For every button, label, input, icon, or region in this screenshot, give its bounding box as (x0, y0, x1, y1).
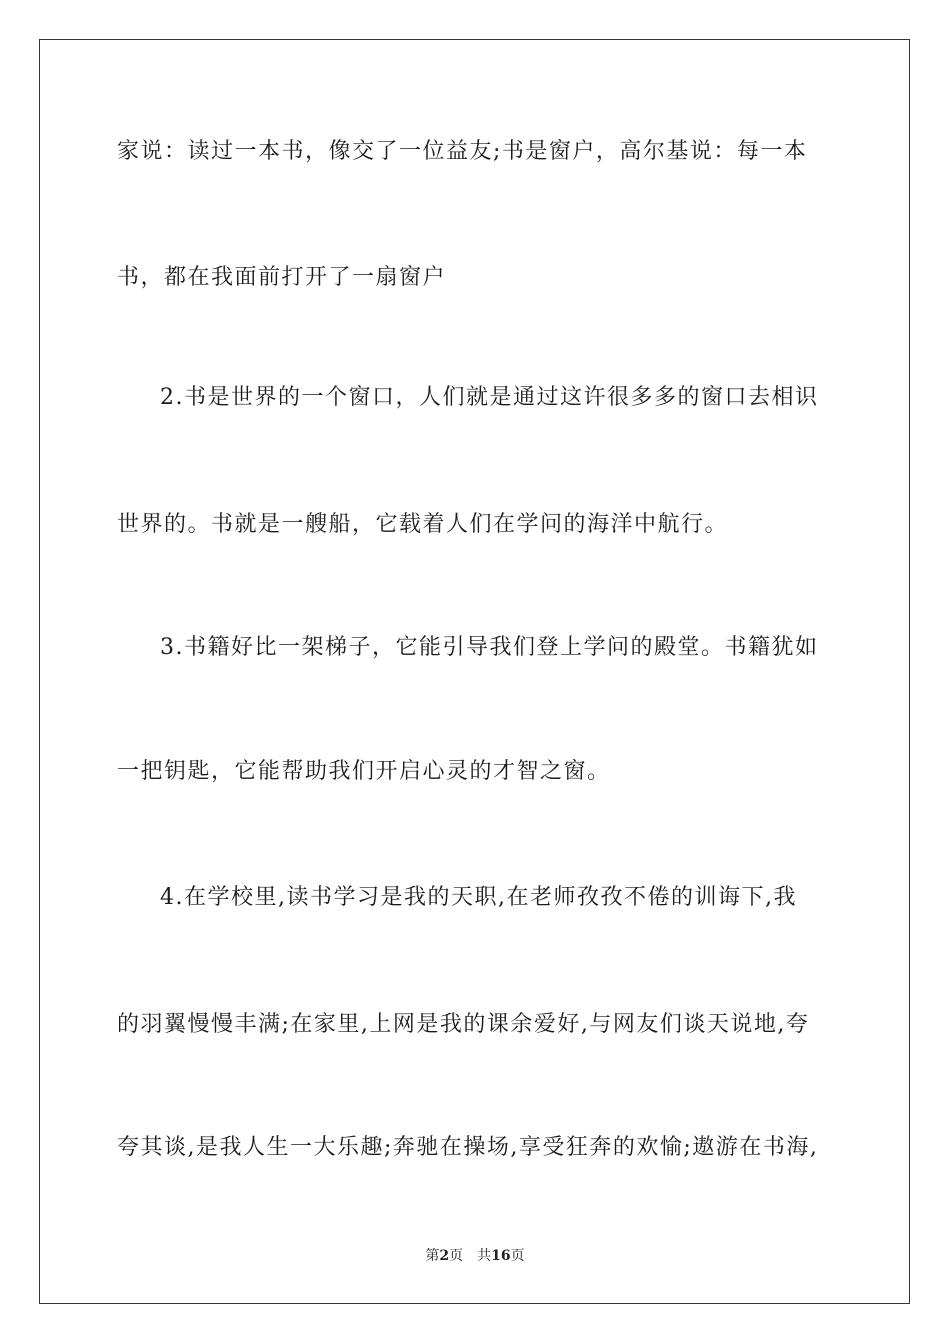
text-line-4: 世界的。书就是一艘船，它载着人们在学问的海洋中航行。 (117, 512, 729, 537)
text-line-6: 一把钥匙，它能帮助我们开启心灵的才智之窗。 (117, 759, 611, 784)
total-suffix: 页 (510, 1248, 525, 1264)
text-line-7: 4.在学校里,读书学习是我的天职,在老师孜孜不倦的训诲下,我 (160, 885, 797, 910)
page-prefix: 第 (425, 1248, 440, 1264)
text-line-9: 夸其谈,是我人生一大乐趣;奔驰在操场,享受狂奔的欢愉;遨游在书海, (117, 1135, 819, 1160)
total-prefix: 共 (477, 1248, 492, 1264)
page-footer (0, 1247, 950, 1265)
text-line-1: 家说：读过一本书，像交了一位益友;书是窗户，高尔基说：每一本 (117, 139, 808, 164)
text-line-2: 书，都在我面前打开了一扇窗户 (117, 265, 447, 290)
text-line-3: 2.书是世界的一个窗口，人们就是通过这许很多多的窗口去相识 (160, 385, 819, 410)
text-line-8: 的羽翼慢慢丰满;在家里,上网是我的课余爱好,与网友们谈天说地,夸 (117, 1012, 810, 1037)
page-frame (39, 39, 910, 1304)
page-suffix: 页 (449, 1248, 464, 1264)
page-number: 2 (439, 1248, 450, 1264)
total-pages: 16 (491, 1248, 511, 1264)
text-line-5: 3.书籍好比一架梯子，它能引导我们登上学问的殿堂。书籍犹如 (160, 635, 819, 660)
